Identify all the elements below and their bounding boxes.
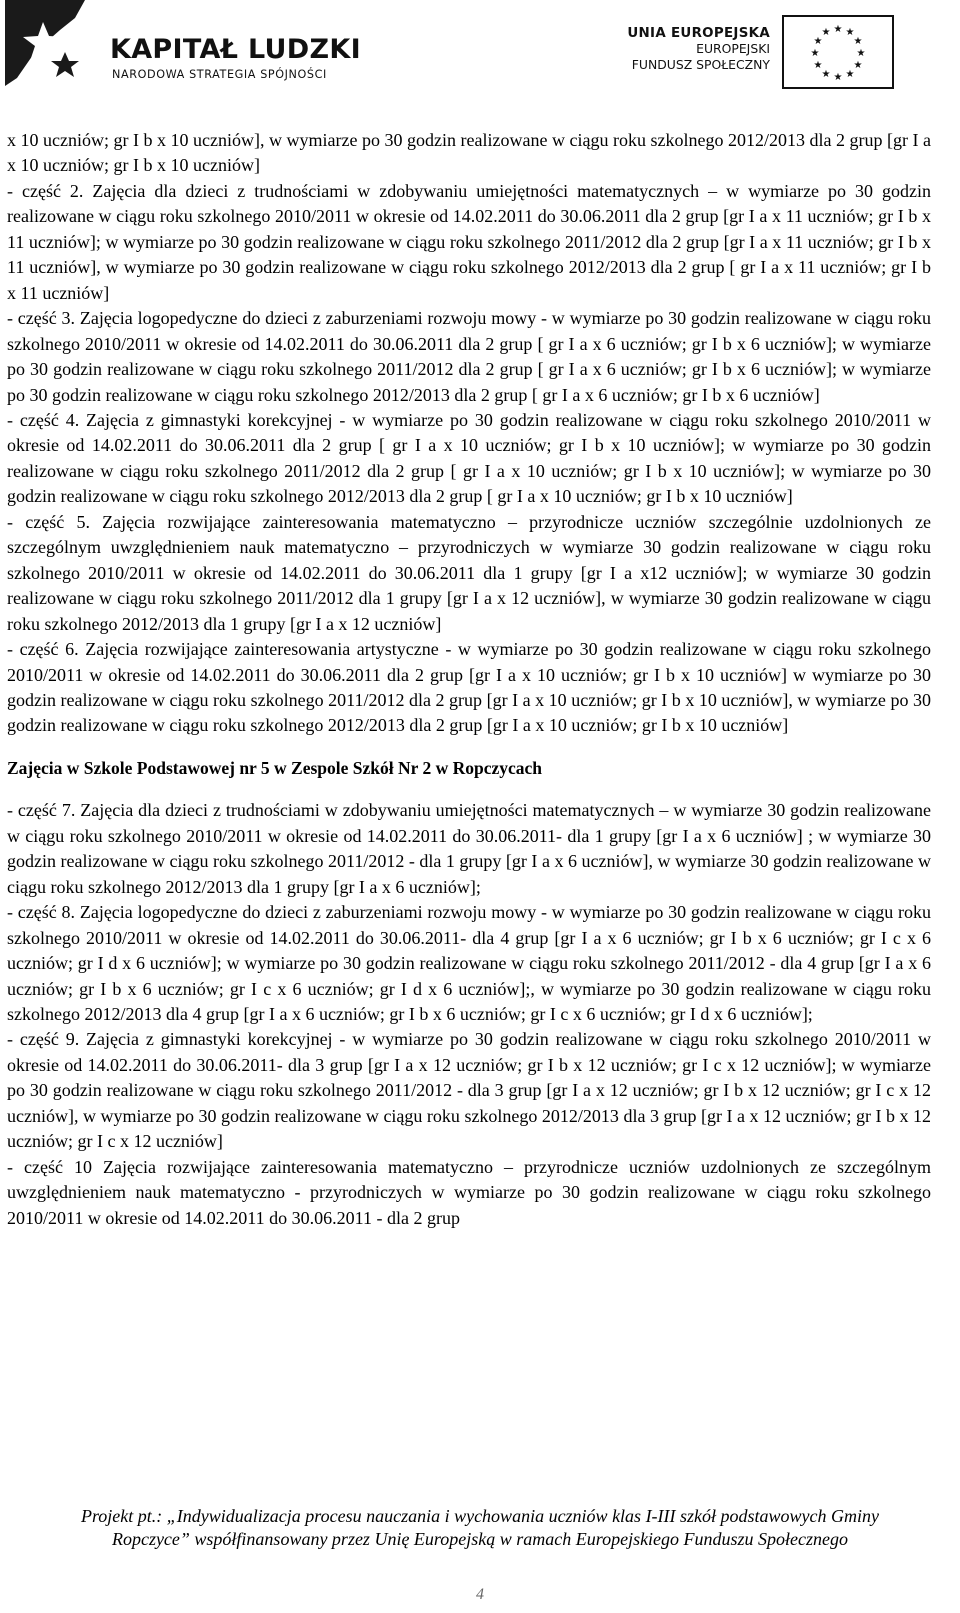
paragraph-czesc-5: - część 5. Zajęcia rozwijające zainteresowania matematyczno – przyrodnicze uczniów szczególnie uzdolnionych ze szczególnym uwzględnieniem nauk matematyczno – przyrodniczych w wymiarze 30 godzin realizowane w ciągu roku szkolnego 2010/2011 w okresie od 14.02.2011 do 30.06.2011 dla 1 grupy [gr I a x12 uczniów]; w wymiarze 30 godzin realizowane w ciągu roku szkolnego 2011/2012 dla 1 grupy [gr I a x 12 uczniów], w wymiarze 30 godzin realizowane w ciągu roku szkolnego 2012/2013 dla 1 grupy [gr I a x 12 uczniów] [7, 511, 931, 634]
eu-logo-text [610, 26, 770, 73]
paragraph-czesc-7: - część 7. Zajęcia dla dzieci z trudnościami w zdobywaniu umiejętności matematycznych – w wymiarze 30 godzin realizowane w ciągu roku szkolnego 2010/2011 w okresie od 14.02.2011 do 30.06.2011- dla 1 grupy [gr I a x 6 uczniów] ; w wymiarze 30 godzin realizowane w ciągu roku szkolnego 2011/2012 - dla 1 grupy [gr I a x 6 uczniów], w wymiarze 30 godzin realizowane w ciągu roku szkolnego 2012/2013 dla 1 grupy [gr I a x 6 uczniów]; [7, 800, 931, 897]
svg-text:★: ★ [813, 60, 823, 71]
eu-logo-line3: FUNDUSZ SPOŁECZNY [631, 57, 770, 72]
paragraph-czesc-8: - część 8. Zajęcia logopedyczne do dzieci z zaburzeniami rozwoju mowy - w wymiarze po 30 godzin realizowane w ciągu roku szkolnego 2010/2011 w okresie od 14.02.2011 do 30.06.2011- dla 4 grup [gr I a x 6 uczniów; gr I b x 6 uczniów; gr I c x 6 uczniów; gr I d x 6 uczniów]; w wymiarze po 30 godzin realizowane w ciągu roku szkolnego 2011/2012 - dla 4 grup [gr I a x 6 uczniów; gr I b x 6 uczniów; gr I c x 6 uczniów; gr I d x 6 uczniów];, w wymiarze po 30 godzin realizowane w ciągu roku szkolnego 2012/2013 dla 4 grup [gr I a x 6 uczniów; gr I b x 6 uczniów; gr I c x 6 uczniów; gr I d x 6 uczniów]; [7, 902, 931, 1024]
footer-line-1: Projekt pt.: „Indywidualizacja procesu nauczania i wychowania uczniów klas I-III szkół podstawowych Gminy [80, 1506, 880, 1526]
svg-text:★: ★ [813, 36, 823, 47]
eu-logo-line1: UNIA EUROPEJSKA [627, 26, 770, 41]
eu-logo-line2: EUROPEJSKI [696, 41, 770, 56]
footer-line-2: Ropczyce” współfinansowany przez Unię Europejską w ramach Europejskiego Funduszu Społecznego [111, 1529, 849, 1549]
kapital-ludzki-subtitle: NARODOWA STRATEGIA SPÓJNOŚCI [112, 68, 327, 81]
paragraph-czesc-6: - część 6. Zajęcia rozwijające zainteresowania artystyczne - w wymiarze po 30 godzin realizowane w ciągu roku szkolnego 2010/2011 w okresie od 14.02.2011 do 30.06.2011 dla 2 grup [gr I a x 10 uczniów; gr I b x 10 uczniów] w wymiarze po 30 godzin realizowane w ciągu roku szkolnego 2011/2012 dla 2 grup [gr I a x 10 uczniów; gr I b x 10 uczniów], w wymiarze po 30 godzin realizowane w ciągu roku szkolnego 2012/2013 dla 2 grup [gr I a x 10 uczniów; gr I b x 10 uczniów] [7, 639, 931, 736]
paragraph-czesc-3: - część 3. Zajęcia logopedyczne do dzieci z zaburzeniami rozwoju mowy - w wymiarze po 30 godzin realizowane w ciągu roku szkolnego 2010/2011 w okresie od 14.02.2011 do 30.06.2011 dla 2 grup [ gr I a x 6 uczniów; gr I b x 6 uczniów]; w wymiarze po 30 godzin realizowane w ciągu roku szkolnego 2011/2012 dla 2 grup [ gr I a x 6 uczniów; gr I b x 6 uczniów]; w wymiarze po 30 godzin realizowane w ciągu roku szkolnego 2012/2013 dla 2 grup [ gr I a x 6 uczniów; gr I b x 6 uczniów] [7, 308, 931, 405]
paragraph-czesc-9: - część 9. Zajęcia z gimnastyki korekcyjnej - w wymiarze po 30 godzin realizowane w ciągu roku szkolnego 2010/2011 w okresie od 14.02.2011 do 30.06.2011- dla 3 grup [gr I a x 12 uczniów; gr I b x 12 uczniów; gr I c x 12 uczniów]; w wymiarze po 30 godzin realizowane w ciągu roku szkolnego 2011/2012 - dla 3 grup [gr I a x 12 uczniów; gr I b x 12 uczniów; gr I c x 12 uczniów], w wymiarze po 30 godzin realizowane w ciągu roku szkolnego 2012/2013 dla 3 grup [gr I a x 12 uczniów; gr I b x 12 uczniów; gr I c x 12 uczniów] [7, 1029, 931, 1152]
kapital-ludzki-title: KAPITAŁ LUDZKI [110, 34, 361, 65]
paragraph-czesc-4: - część 4. Zajęcia z gimnastyki korekcyjnej - w wymiarze po 30 godzin realizowane w ciągu roku szkolnego 2010/2011 w okresie od 14.02.2011 do 30.06.2011 dla 2 grup [ gr I a x 10 uczniów; gr I b x 10 uczniów]; w wymiarze po 30 godzin realizowane w ciągu roku szkolnego 2011/2012 dla 2 grup [ gr I a x 10 uczniów; gr I b x 10 uczniów]; w wymiarze po 30 godzin realizowane w ciągu roku szkolnego 2012/2013 dla 2 grup [ gr I a x 10 uczniów; gr I b x 10 uczniów] [7, 409, 931, 507]
document-body [7, 128, 931, 1231]
paragraph-czesc-2: - część 2. Zajęcia dla dzieci z trudnościami w zdobywaniu umiejętności matematycznych – w wymiarze po 30 godzin realizowane w ciągu roku szkolnego 2010/2011 w okresie od 14.02.2011 do 30.06.2011 dla 2 grup [gr I a x 11 uczniów; gr I b x 11 uczniów]; w wymiarze po 30 godzin realizowane w ciągu roku szkolnego 2011/2012 dla 2 grup [gr I a x 11 uczniów; gr I b x 11 uczniów], w wymiarze po 30 godzin realizowane w ciągu roku szkolnego 2012/2013 dla 2 grup [ gr I a x 11 uczniów; gr I b x 11 uczniów] [7, 180, 931, 303]
section-heading: Zajęcia w Szkole Podstawowej nr 5 w Zespole Szkół Nr 2 w Ropczycach [7, 757, 543, 778]
eu-flag-icon [782, 15, 894, 89]
paragraph-czesc-10: - część 10 Zajęcia rozwijające zainteresowania matematyczno – przyrodnicze uczniów uzdolnionych ze szczególnym uwzględnieniem nauk matematyczno - przyrodniczych w wymiarze po 30 godzin realizowane w ciągu roku szkolnego 2010/2011 w okresie od 14.02.2011 do 30.06.2011 - dla 2 grup [7, 1156, 931, 1228]
page-header [0, 0, 960, 100]
kapital-ludzki-logo-icon [5, 0, 110, 86]
page-number: 4 [476, 1586, 484, 1603]
svg-text:★: ★ [853, 60, 863, 71]
svg-text:★: ★ [845, 69, 855, 80]
paragraph-continuation: x 10 uczniów; gr I b x 10 uczniów], w wymiarze po 30 godzin realizowane w ciągu roku szkolnego 2012/2013 dla 2 grup [gr I a x 10 uczniów; gr I b x 10 uczniów] [7, 130, 931, 176]
svg-text:★: ★ [853, 36, 863, 47]
page-footer [0, 1505, 960, 1551]
svg-text:★: ★ [845, 27, 855, 38]
svg-text:★: ★ [821, 69, 831, 80]
svg-text:★: ★ [833, 24, 843, 35]
svg-text:★: ★ [833, 72, 843, 83]
svg-text:★: ★ [810, 48, 820, 59]
svg-text:★: ★ [821, 27, 831, 38]
svg-text:★: ★ [856, 48, 866, 59]
